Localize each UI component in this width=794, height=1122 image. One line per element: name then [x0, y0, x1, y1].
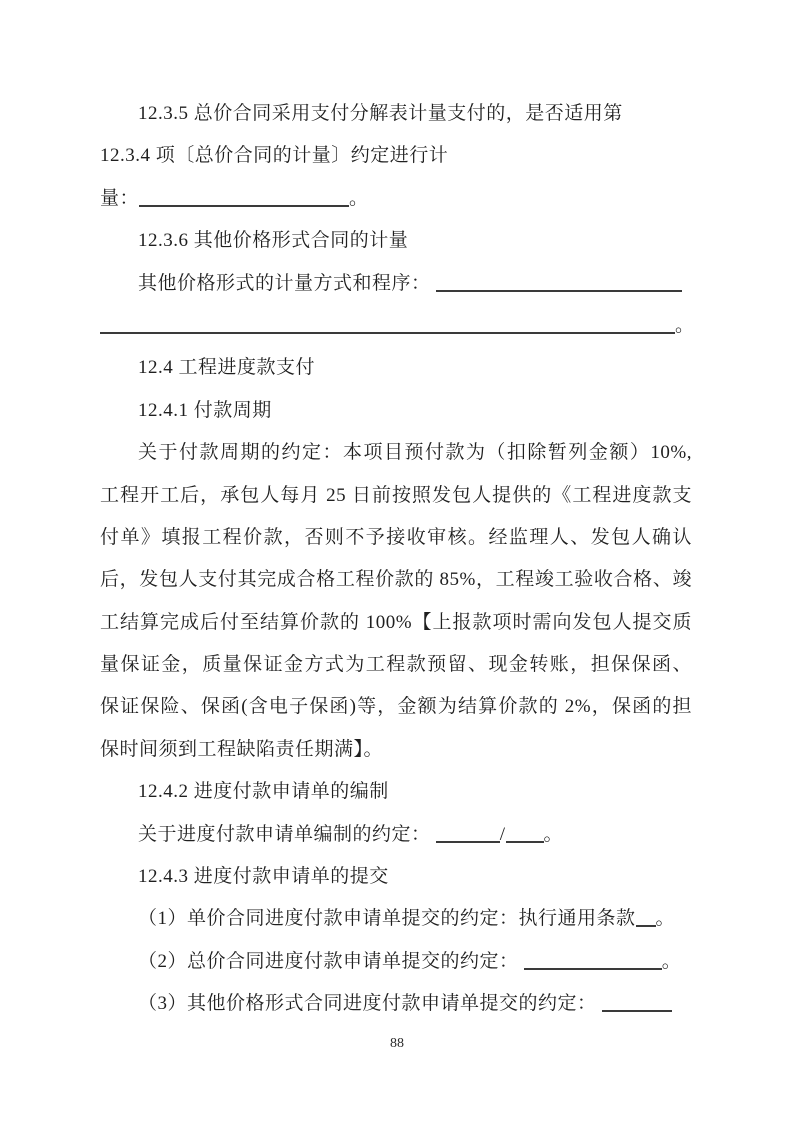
- text-run: 12.3.6 其他价格形式合同的计量: [138, 230, 409, 252]
- blank-fill-line: [436, 831, 500, 843]
- document-line: [100, 93, 692, 135]
- blank-fill-line: [602, 1000, 672, 1012]
- document-line: [100, 347, 692, 389]
- text-run: 关于进度付款申请单编制的约定：: [138, 823, 436, 845]
- blank-fill-line: [100, 322, 675, 334]
- document-line: [100, 390, 692, 432]
- text-run: 。: [655, 908, 676, 930]
- text-run: 。: [661, 950, 682, 972]
- text-run: 。: [543, 823, 564, 845]
- text-run: 12.4.2 进度付款申请单的编制: [138, 781, 389, 803]
- document-line: [100, 220, 692, 262]
- document-line: [100, 178, 692, 220]
- document-line: [100, 475, 692, 517]
- document-line: [100, 856, 692, 898]
- blank-fill-line: [636, 915, 656, 927]
- blank-fill-line: [524, 958, 662, 970]
- blank-fill-line: [436, 280, 682, 292]
- blank-fill-line: [506, 831, 544, 843]
- text-run: 工程开工后，承包人每月 25 日前按照发包人提供的《工程进度款支: [100, 484, 692, 506]
- text-run: 付单》填报工程价款，否则不予接收审核。经监理人、发包人确认: [100, 526, 692, 548]
- document-line: [100, 559, 692, 601]
- text-run: /: [499, 823, 506, 845]
- text-run: 关于付款周期的约定：本项目预付款为（扣除暂列金额）10%,: [138, 442, 692, 464]
- text-run: 保证保险、保函(含电子保函)等，金额为结算价款的 2%，保函的担: [100, 696, 692, 718]
- document-line: [100, 644, 692, 686]
- text-run: 12.3.4 项〔总价合同的计量〕约定进行计: [100, 145, 449, 167]
- document-line: [100, 983, 692, 1025]
- text-run: 工结算完成后付至结算价款的 100%【上报款项时需向发包人提交质: [100, 611, 692, 633]
- document-line: [100, 305, 695, 347]
- document-line: [100, 686, 692, 728]
- text-run: 其他价格形式的计量方式和程序：: [138, 272, 436, 294]
- document-line: [100, 898, 692, 940]
- text-run: 量保证金，质量保证金方式为工程款预留、现金转账，担保保函、: [100, 654, 692, 676]
- text-run: 。: [349, 187, 369, 209]
- text-run: 量：: [100, 187, 140, 209]
- document-line: [100, 517, 692, 559]
- document-line: [100, 941, 692, 983]
- document-line: [100, 263, 692, 305]
- page-footer: [0, 1034, 794, 1054]
- blank-fill-line: [139, 195, 349, 207]
- document-line: [100, 602, 692, 644]
- text-run: 后，发包人支付其完成合格工程价款的 85%，工程竣工验收合格、竣: [100, 569, 692, 591]
- document-line: [100, 814, 692, 856]
- text-run: 12.4.1 付款周期: [138, 399, 272, 421]
- text-run: 12.4 工程进度款支付: [138, 357, 316, 379]
- text-run: 12.4.3 进度付款申请单的提交: [138, 866, 389, 888]
- text-run: 12.3.5 总价合同采用支付分解表计量支付的，是否适用第: [138, 103, 623, 124]
- text-run: （3）其他价格形式合同进度付款申请单提交的约定：: [138, 993, 602, 1015]
- document-line: [100, 729, 692, 771]
- text-run: 保时间须到工程缺陷责任期满】。: [100, 738, 384, 760]
- text-run: 。: [675, 314, 695, 336]
- document-line: [100, 135, 692, 177]
- document-line: [100, 432, 692, 474]
- text-run: （2）总价合同进度付款申请单提交的约定：: [138, 950, 524, 972]
- page-number: 88: [390, 1036, 404, 1051]
- document-line: [100, 771, 692, 813]
- text-run: （1）单价合同进度付款申请单提交的约定：执行通用条款: [138, 908, 636, 930]
- document-lines: [100, 93, 695, 1026]
